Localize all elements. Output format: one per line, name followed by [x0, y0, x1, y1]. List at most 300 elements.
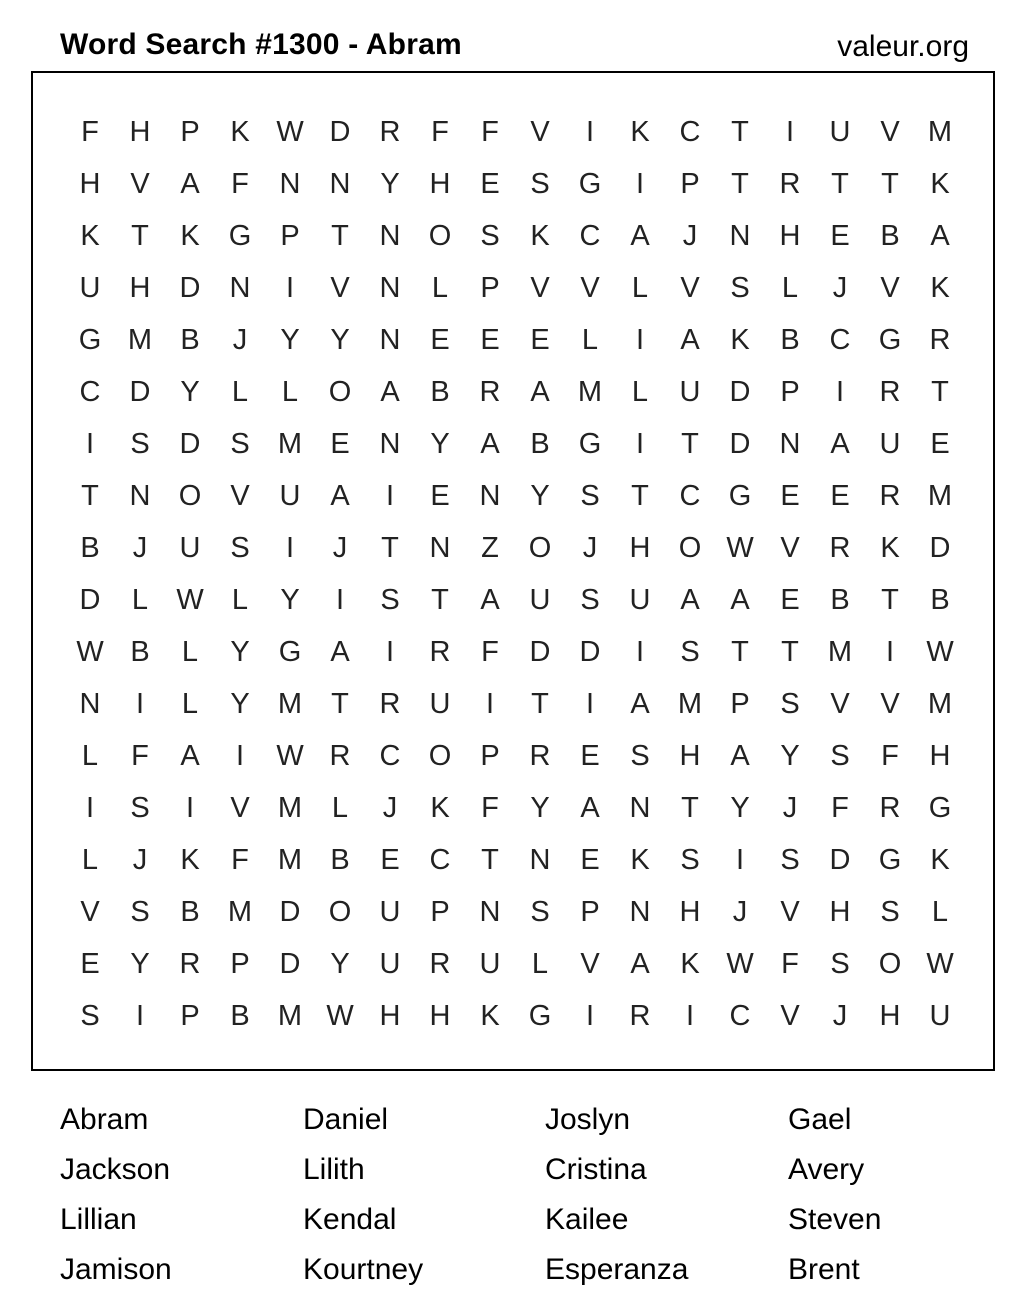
grid-letter[interactable]: Y	[280, 584, 300, 616]
grid-letter[interactable]: T	[131, 220, 149, 252]
grid-letter[interactable]: L	[131, 584, 149, 616]
grid-letter[interactable]: Y	[730, 792, 750, 824]
grid-letter[interactable]: D	[329, 116, 351, 148]
grid-letter[interactable]: S	[480, 220, 500, 252]
grid-letter[interactable]: V	[130, 168, 150, 200]
grid-letter[interactable]: P	[180, 116, 200, 148]
grid-letter[interactable]: A	[180, 168, 200, 200]
grid-letter[interactable]: Y	[130, 948, 150, 980]
grid-letter[interactable]: G	[278, 636, 302, 668]
grid-letter[interactable]: D	[129, 376, 151, 408]
grid-letter[interactable]: K	[930, 272, 950, 304]
grid-letter[interactable]: G	[228, 220, 252, 252]
grid-letter[interactable]: D	[829, 844, 851, 876]
grid-letter[interactable]: T	[531, 688, 549, 720]
grid-letter[interactable]: C	[729, 1000, 751, 1032]
grid-letter[interactable]: S	[630, 740, 650, 772]
grid-letter[interactable]: P	[680, 168, 700, 200]
grid-letter[interactable]: B	[330, 844, 350, 876]
grid-letter[interactable]: I	[235, 740, 245, 772]
grid-letter[interactable]: W	[276, 116, 304, 148]
grid-letter[interactable]: A	[630, 220, 650, 252]
grid-letter[interactable]: L	[281, 376, 299, 408]
grid-letter[interactable]: F	[481, 116, 499, 148]
grid-letter[interactable]: S	[830, 948, 850, 980]
grid-letter[interactable]: J	[832, 1000, 848, 1032]
grid-letter[interactable]: V	[580, 948, 600, 980]
grid-letter[interactable]: Y	[380, 168, 400, 200]
grid-letter[interactable]: I	[185, 792, 195, 824]
grid-letter[interactable]: D	[729, 376, 751, 408]
grid-letter[interactable]: U	[629, 584, 651, 616]
grid-letter[interactable]: T	[731, 168, 749, 200]
grid-letter[interactable]: T	[781, 636, 799, 668]
grid-letter[interactable]: S	[780, 688, 800, 720]
grid-letter[interactable]: M	[277, 844, 303, 876]
grid-letter[interactable]: Y	[530, 792, 550, 824]
grid-letter[interactable]: T	[381, 532, 399, 564]
grid-letter[interactable]: T	[881, 584, 899, 616]
grid-letter[interactable]: S	[680, 636, 700, 668]
grid-letter[interactable]: W	[926, 636, 954, 668]
grid-letter[interactable]: N	[79, 688, 101, 720]
grid-letter[interactable]: N	[479, 896, 501, 928]
grid-letter[interactable]: W	[176, 584, 204, 616]
grid-letter[interactable]: L	[231, 376, 249, 408]
grid-letter[interactable]: A	[680, 324, 700, 356]
grid-letter[interactable]: H	[679, 896, 701, 928]
grid-letter[interactable]: I	[785, 116, 795, 148]
grid-letter[interactable]: L	[631, 272, 649, 304]
grid-letter[interactable]: G	[78, 324, 102, 356]
grid-letter[interactable]: H	[779, 220, 801, 252]
grid-letter[interactable]: V	[780, 1000, 800, 1032]
grid-letter[interactable]: K	[180, 844, 200, 876]
grid-letter[interactable]: N	[629, 792, 651, 824]
grid-letter[interactable]: E	[430, 324, 450, 356]
grid-letter[interactable]: S	[130, 792, 150, 824]
grid-letter[interactable]: N	[479, 480, 501, 512]
grid-letter[interactable]: K	[930, 844, 950, 876]
grid-letter[interactable]: M	[827, 636, 853, 668]
grid-letter[interactable]: U	[529, 584, 551, 616]
grid-letter[interactable]: R	[479, 376, 501, 408]
grid-letter[interactable]: A	[380, 376, 400, 408]
grid-letter[interactable]: Y	[230, 688, 250, 720]
grid-letter[interactable]: J	[132, 844, 148, 876]
grid-letter[interactable]: J	[732, 896, 748, 928]
grid-letter[interactable]: M	[927, 688, 953, 720]
grid-letter[interactable]: F	[881, 740, 899, 772]
grid-letter[interactable]: U	[829, 116, 851, 148]
grid-letter[interactable]: F	[131, 740, 149, 772]
grid-letter[interactable]: L	[181, 688, 199, 720]
grid-letter[interactable]: B	[530, 428, 550, 460]
grid-letter[interactable]: S	[680, 844, 700, 876]
grid-letter[interactable]: S	[230, 532, 250, 564]
grid-letter[interactable]: C	[79, 376, 101, 408]
grid-letter[interactable]: A	[730, 584, 750, 616]
grid-letter[interactable]: B	[930, 584, 950, 616]
grid-letter[interactable]: O	[328, 896, 352, 928]
grid-letter[interactable]: T	[81, 480, 99, 512]
grid-letter[interactable]: A	[480, 584, 500, 616]
grid-letter[interactable]: T	[881, 168, 899, 200]
grid-letter[interactable]: K	[880, 532, 900, 564]
grid-letter[interactable]: F	[81, 116, 99, 148]
grid-letter[interactable]: O	[178, 480, 202, 512]
grid-letter[interactable]: B	[130, 636, 150, 668]
grid-letter[interactable]: F	[781, 948, 799, 980]
grid-letter[interactable]: R	[629, 1000, 651, 1032]
grid-letter[interactable]: S	[780, 844, 800, 876]
grid-letter[interactable]: S	[530, 168, 550, 200]
grid-letter[interactable]: V	[780, 896, 800, 928]
grid-letter[interactable]: H	[429, 168, 451, 200]
grid-letter[interactable]: S	[530, 896, 550, 928]
grid-letter[interactable]: R	[379, 116, 401, 148]
grid-letter[interactable]: D	[179, 272, 201, 304]
grid-letter[interactable]: U	[179, 532, 201, 564]
grid-letter[interactable]: I	[635, 636, 645, 668]
grid-letter[interactable]: L	[931, 896, 949, 928]
grid-letter[interactable]: B	[830, 584, 850, 616]
grid-letter[interactable]: W	[926, 948, 954, 980]
grid-letter[interactable]: E	[580, 740, 600, 772]
grid-letter[interactable]: H	[129, 116, 151, 148]
grid-letter[interactable]: K	[530, 220, 550, 252]
grid-letter[interactable]: R	[779, 168, 801, 200]
grid-letter[interactable]: E	[780, 480, 800, 512]
grid-letter[interactable]: N	[779, 428, 801, 460]
grid-letter[interactable]: K	[480, 1000, 500, 1032]
grid-letter[interactable]: O	[678, 532, 702, 564]
grid-letter[interactable]: H	[829, 896, 851, 928]
grid-letter[interactable]: D	[179, 428, 201, 460]
grid-letter[interactable]: E	[780, 584, 800, 616]
grid-letter[interactable]: B	[180, 324, 200, 356]
grid-letter[interactable]: I	[885, 636, 895, 668]
grid-letter[interactable]: V	[330, 272, 350, 304]
grid-letter[interactable]: G	[578, 168, 602, 200]
grid-letter[interactable]: U	[279, 480, 301, 512]
grid-letter[interactable]: L	[331, 792, 349, 824]
grid-letter[interactable]: Y	[430, 428, 450, 460]
grid-letter[interactable]: P	[780, 376, 800, 408]
grid-letter[interactable]: I	[635, 324, 645, 356]
grid-letter[interactable]: V	[530, 272, 550, 304]
grid-letter[interactable]: S	[130, 428, 150, 460]
grid-letter[interactable]: K	[230, 116, 250, 148]
grid-letter[interactable]: I	[835, 376, 845, 408]
grid-letter[interactable]: Y	[780, 740, 800, 772]
grid-letter[interactable]: M	[277, 688, 303, 720]
grid-letter[interactable]: E	[480, 168, 500, 200]
grid-letter[interactable]: G	[578, 428, 602, 460]
grid-letter[interactable]: B	[230, 1000, 250, 1032]
grid-letter[interactable]: A	[180, 740, 200, 772]
grid-letter[interactable]: C	[829, 324, 851, 356]
grid-letter[interactable]: Y	[330, 948, 350, 980]
grid-letter[interactable]: Y	[330, 324, 350, 356]
grid-letter[interactable]: S	[580, 584, 600, 616]
grid-letter[interactable]: J	[582, 532, 598, 564]
grid-letter[interactable]: K	[930, 168, 950, 200]
grid-letter[interactable]: F	[831, 792, 849, 824]
grid-letter[interactable]: J	[332, 532, 348, 564]
grid-letter[interactable]: V	[780, 532, 800, 564]
grid-letter[interactable]: K	[680, 948, 700, 980]
grid-letter[interactable]: E	[430, 480, 450, 512]
grid-letter[interactable]: I	[485, 688, 495, 720]
grid-letter[interactable]: A	[580, 792, 600, 824]
grid-letter[interactable]: O	[328, 376, 352, 408]
grid-letter[interactable]: R	[829, 532, 851, 564]
grid-letter[interactable]: M	[127, 324, 153, 356]
grid-letter[interactable]: S	[730, 272, 750, 304]
grid-letter[interactable]: M	[277, 1000, 303, 1032]
grid-letter[interactable]: B	[180, 896, 200, 928]
grid-letter[interactable]: A	[630, 688, 650, 720]
grid-letter[interactable]: N	[629, 896, 651, 928]
grid-letter[interactable]: K	[730, 324, 750, 356]
grid-letter[interactable]: R	[929, 324, 951, 356]
grid-letter[interactable]: V	[230, 480, 250, 512]
grid-letter[interactable]: R	[429, 948, 451, 980]
grid-letter[interactable]: C	[579, 220, 601, 252]
grid-letter[interactable]: T	[931, 376, 949, 408]
grid-letter[interactable]: E	[380, 844, 400, 876]
grid-letter[interactable]: I	[385, 480, 395, 512]
grid-letter[interactable]: U	[379, 948, 401, 980]
grid-letter[interactable]: N	[729, 220, 751, 252]
grid-letter[interactable]: B	[780, 324, 800, 356]
grid-letter[interactable]: I	[85, 792, 95, 824]
grid-letter[interactable]: I	[135, 1000, 145, 1032]
grid-letter[interactable]: T	[731, 116, 749, 148]
grid-letter[interactable]: T	[681, 428, 699, 460]
grid-letter[interactable]: J	[832, 272, 848, 304]
grid-letter[interactable]: D	[729, 428, 751, 460]
grid-letter[interactable]: V	[830, 688, 850, 720]
grid-letter[interactable]: Y	[230, 636, 250, 668]
grid-letter[interactable]: R	[529, 740, 551, 772]
grid-letter[interactable]: R	[429, 636, 451, 668]
grid-letter[interactable]: C	[379, 740, 401, 772]
grid-letter[interactable]: G	[728, 480, 752, 512]
grid-letter[interactable]: N	[379, 324, 401, 356]
grid-letter[interactable]: V	[80, 896, 100, 928]
grid-letter[interactable]: R	[379, 688, 401, 720]
grid-letter[interactable]: U	[79, 272, 101, 304]
grid-letter[interactable]: O	[428, 220, 452, 252]
grid-letter[interactable]: D	[529, 636, 551, 668]
grid-letter[interactable]: C	[679, 116, 701, 148]
grid-letter[interactable]: D	[929, 532, 951, 564]
grid-letter[interactable]: P	[430, 896, 450, 928]
grid-letter[interactable]: R	[879, 480, 901, 512]
grid-letter[interactable]: F	[231, 844, 249, 876]
grid-letter[interactable]: I	[285, 272, 295, 304]
grid-letter[interactable]: D	[279, 948, 301, 980]
grid-letter[interactable]: A	[530, 376, 550, 408]
grid-letter[interactable]: L	[581, 324, 599, 356]
grid-letter[interactable]: V	[680, 272, 700, 304]
grid-letter[interactable]: I	[635, 168, 645, 200]
grid-letter[interactable]: Y	[280, 324, 300, 356]
grid-letter[interactable]: A	[930, 220, 950, 252]
grid-letter[interactable]: O	[878, 948, 902, 980]
grid-letter[interactable]: S	[80, 1000, 100, 1032]
grid-letter[interactable]: V	[880, 272, 900, 304]
grid-letter[interactable]: D	[279, 896, 301, 928]
grid-letter[interactable]: C	[429, 844, 451, 876]
grid-letter[interactable]: I	[135, 688, 145, 720]
grid-letter[interactable]: M	[577, 376, 603, 408]
grid-letter[interactable]: J	[682, 220, 698, 252]
grid-letter[interactable]: N	[229, 272, 251, 304]
grid-letter[interactable]: S	[130, 896, 150, 928]
grid-letter[interactable]: R	[179, 948, 201, 980]
grid-letter[interactable]: N	[529, 844, 551, 876]
grid-letter[interactable]: E	[330, 428, 350, 460]
grid-letter[interactable]: M	[227, 896, 253, 928]
grid-letter[interactable]: Y	[530, 480, 550, 512]
grid-letter[interactable]: S	[880, 896, 900, 928]
grid-letter[interactable]: U	[679, 376, 701, 408]
grid-letter[interactable]: B	[880, 220, 900, 252]
grid-letter[interactable]: M	[927, 116, 953, 148]
grid-letter[interactable]: E	[530, 324, 550, 356]
grid-letter[interactable]: N	[129, 480, 151, 512]
grid-letter[interactable]: D	[579, 636, 601, 668]
grid-letter[interactable]: N	[379, 220, 401, 252]
grid-letter[interactable]: G	[878, 844, 902, 876]
grid-letter[interactable]: W	[276, 740, 304, 772]
grid-letter[interactable]: M	[277, 428, 303, 460]
grid-letter[interactable]: C	[679, 480, 701, 512]
grid-letter[interactable]: K	[180, 220, 200, 252]
grid-letter[interactable]: L	[81, 844, 99, 876]
grid-letter[interactable]: I	[685, 1000, 695, 1032]
grid-letter[interactable]: I	[285, 532, 295, 564]
grid-letter[interactable]: T	[831, 168, 849, 200]
grid-letter[interactable]: N	[329, 168, 351, 200]
grid-letter[interactable]: J	[232, 324, 248, 356]
grid-letter[interactable]: O	[428, 740, 452, 772]
grid-letter[interactable]: A	[630, 948, 650, 980]
grid-letter[interactable]: U	[929, 1000, 951, 1032]
grid-letter[interactable]: M	[677, 688, 703, 720]
grid-letter[interactable]: P	[230, 948, 250, 980]
grid-letter[interactable]: L	[631, 376, 649, 408]
grid-letter[interactable]: J	[132, 532, 148, 564]
grid-letter[interactable]: Y	[180, 376, 200, 408]
grid-letter[interactable]: L	[431, 272, 449, 304]
grid-letter[interactable]: U	[479, 948, 501, 980]
grid-letter[interactable]: V	[580, 272, 600, 304]
grid-letter[interactable]: I	[585, 688, 595, 720]
grid-letter[interactable]: V	[880, 688, 900, 720]
grid-letter[interactable]: P	[180, 1000, 200, 1032]
grid-letter[interactable]: B	[80, 532, 100, 564]
grid-letter[interactable]: D	[79, 584, 101, 616]
grid-letter[interactable]: A	[830, 428, 850, 460]
grid-letter[interactable]: E	[930, 428, 950, 460]
grid-letter[interactable]: R	[879, 792, 901, 824]
grid-letter[interactable]: P	[480, 272, 500, 304]
grid-letter[interactable]: L	[181, 636, 199, 668]
grid-letter[interactable]: R	[329, 740, 351, 772]
grid-letter[interactable]: L	[231, 584, 249, 616]
grid-letter[interactable]: L	[81, 740, 99, 772]
grid-letter[interactable]: J	[382, 792, 398, 824]
grid-letter[interactable]: E	[580, 844, 600, 876]
grid-letter[interactable]: S	[380, 584, 400, 616]
grid-letter[interactable]: G	[878, 324, 902, 356]
grid-letter[interactable]: H	[379, 1000, 401, 1032]
grid-letter[interactable]: H	[129, 272, 151, 304]
grid-letter[interactable]: U	[379, 896, 401, 928]
grid-letter[interactable]: B	[430, 376, 450, 408]
grid-letter[interactable]: M	[927, 480, 953, 512]
grid-letter[interactable]: P	[480, 740, 500, 772]
grid-letter[interactable]: L	[781, 272, 799, 304]
grid-letter[interactable]: H	[629, 532, 651, 564]
grid-letter[interactable]: M	[277, 792, 303, 824]
grid-letter[interactable]: P	[280, 220, 300, 252]
grid-letter[interactable]: T	[431, 584, 449, 616]
grid-letter[interactable]: G	[528, 1000, 552, 1032]
grid-letter[interactable]: H	[429, 1000, 451, 1032]
grid-letter[interactable]: S	[230, 428, 250, 460]
grid-letter[interactable]: U	[879, 428, 901, 460]
grid-letter[interactable]: V	[530, 116, 550, 148]
grid-letter[interactable]: E	[80, 948, 100, 980]
grid-letter[interactable]: I	[385, 636, 395, 668]
grid-letter[interactable]: V	[230, 792, 250, 824]
grid-letter[interactable]: I	[335, 584, 345, 616]
grid-letter[interactable]: I	[735, 844, 745, 876]
grid-letter[interactable]: I	[585, 116, 595, 148]
grid-letter[interactable]: P	[580, 896, 600, 928]
grid-letter[interactable]: F	[481, 636, 499, 668]
grid-letter[interactable]: F	[231, 168, 249, 200]
grid-letter[interactable]: I	[585, 1000, 595, 1032]
grid-letter[interactable]: S	[830, 740, 850, 772]
grid-letter[interactable]: I	[85, 428, 95, 460]
grid-letter[interactable]: N	[279, 168, 301, 200]
grid-letter[interactable]: A	[330, 636, 350, 668]
grid-letter[interactable]: T	[331, 688, 349, 720]
grid-letter[interactable]: T	[731, 636, 749, 668]
grid-letter[interactable]: J	[782, 792, 798, 824]
grid-letter[interactable]: A	[730, 740, 750, 772]
grid-letter[interactable]: V	[880, 116, 900, 148]
grid-letter[interactable]: H	[679, 740, 701, 772]
grid-letter[interactable]: K	[80, 220, 100, 252]
grid-letter[interactable]: N	[429, 532, 451, 564]
grid-letter[interactable]: W	[76, 636, 104, 668]
grid-letter[interactable]: Z	[481, 532, 499, 564]
grid-letter[interactable]: L	[531, 948, 549, 980]
grid-letter[interactable]: H	[79, 168, 101, 200]
grid-letter[interactable]: E	[830, 220, 850, 252]
grid-letter[interactable]: A	[480, 428, 500, 460]
grid-letter[interactable]: R	[879, 376, 901, 408]
grid-letter[interactable]: H	[879, 1000, 901, 1032]
grid-letter[interactable]: H	[929, 740, 951, 772]
